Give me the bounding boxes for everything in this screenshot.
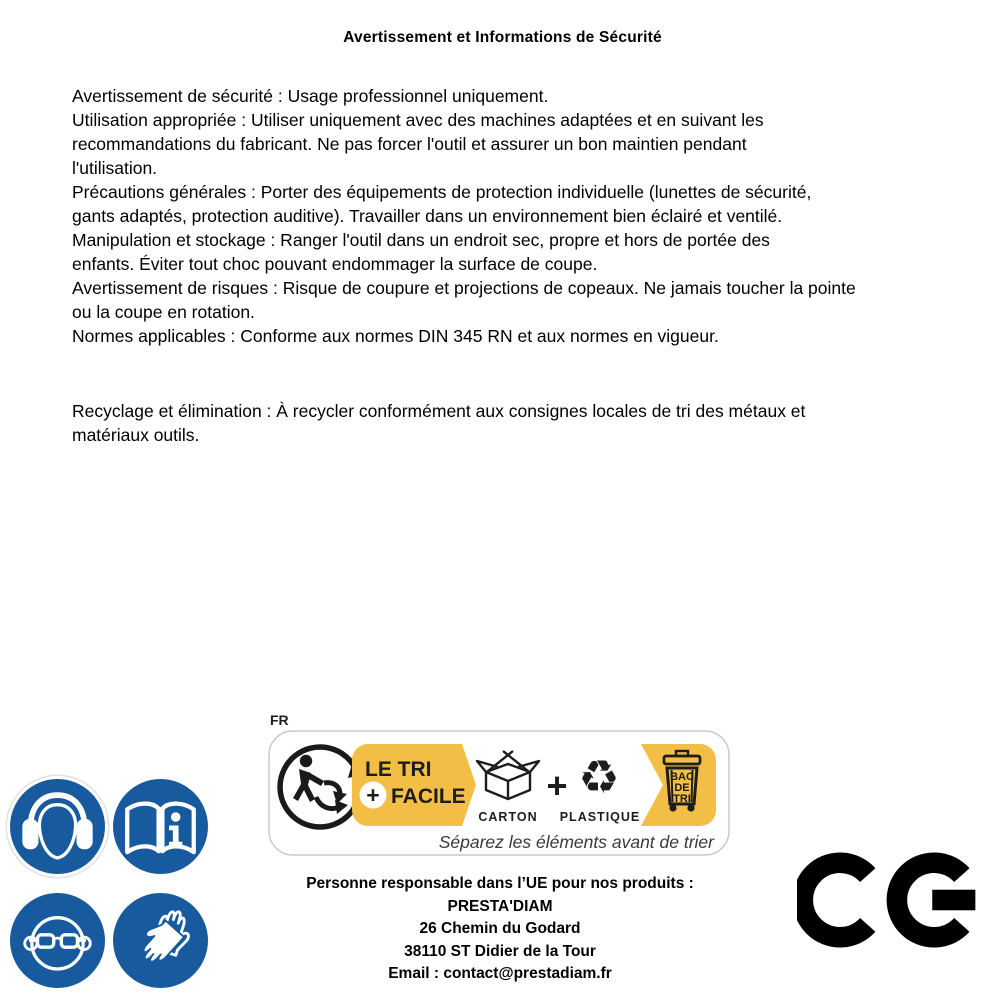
safety-text-block [72,84,977,348]
bin-label-de: DE [674,782,690,794]
infotri-headline-bottom: FACILE [391,785,466,808]
infotri-headline-top: LE TRI [365,758,432,781]
recycling-line: Recyclage et élimination : À recycler conformément aux consignes locales de tri des métaux et [72,401,806,421]
safety-line: gants adaptés, protection auditive). Travailler dans un environnement bien éclairé et ventilé. [72,206,783,226]
page-title: Avertissement et Informations de Sécurité [343,29,662,46]
safety-line: Utilisation appropriée : Utiliser uniquement avec des machines adaptées et en suivant les [72,110,764,130]
infotri-material-carton: CARTON [478,810,538,824]
infotri-label [268,730,730,861]
address-line: 26 Chemin du Godard [419,920,581,937]
ce-marking-icon [797,851,993,954]
address-line: Email : contact@prestadiam.fr [388,965,612,982]
safety-line: Précautions générales : Porter des équipements de protection individuelle (lunettes de sécurité, [72,182,812,202]
recycling-line: matériaux outils. [72,425,200,445]
bin-label-bac: BAC [670,771,694,783]
safety-line: recommandations du fabricant. Ne pas forcer l'outil et assurer un bon maintien pendant [72,134,747,154]
safety-line: ou la coupe en rotation. [72,302,255,322]
recycling-text-block [72,399,977,447]
infotri-material-plastique: PLASTIQUE [559,810,641,824]
address-line: PRESTA'DIAM [447,897,553,915]
read-instruction-manual-icon [113,779,208,874]
safety-line: l'utilisation. [72,158,158,178]
bin-label-tri: TRI [673,793,691,805]
address-line: Personne responsable dans l’UE pour nos produits : [306,875,694,892]
wear-ear-protection-icon [10,779,105,874]
safety-line: Avertissement de risques : Risque de coupure et projections de copeaux. Ne jamais toucher la pointe [72,278,856,298]
infotri-country-code: FR [270,712,289,728]
safety-line: enfants. Éviter tout choc pouvant endommager la surface de coupe. [72,254,598,274]
infotri-plus-separator: + [546,765,568,806]
safety-line: Avertissement de sécurité : Usage professionnel uniquement. [72,86,549,106]
address-line: 38110 ST Didier de la Tour [404,942,596,960]
safety-line: Normes applicables : Conforme aux normes DIN 345 RN et aux normes en vigueur. [72,326,719,346]
infotri-tagline: Séparez les éléments avant de trier [438,832,714,852]
safety-line: Manipulation et stockage : Ranger l'outil dans un endroit sec, propre et hors de portée des [72,230,770,250]
infotri-plus-badge: + [366,782,380,808]
recycling-triangle-icon: ♻ [578,750,620,804]
